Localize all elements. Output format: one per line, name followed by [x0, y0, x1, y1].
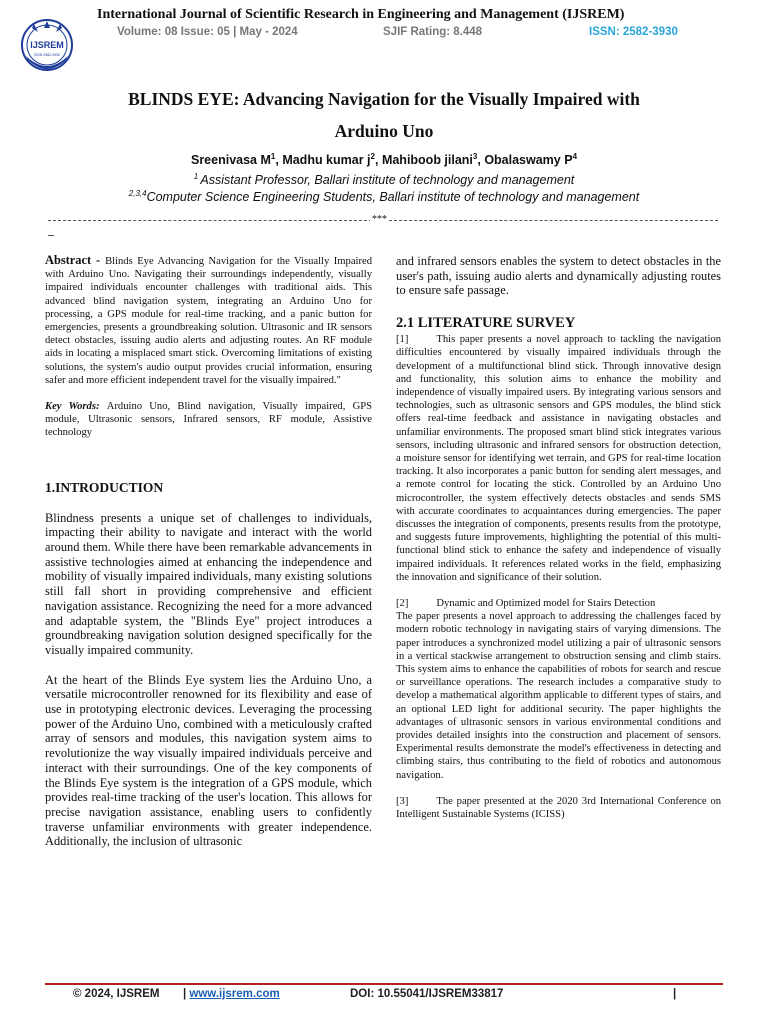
paper-title-line-1: BLINDS EYE: Advancing Navigation for the Visually Impaired with	[128, 89, 640, 109]
journal-title: International Journal of Scientific Research in Engineering and Management (IJSREM)	[97, 7, 625, 22]
abstract	[45, 254, 372, 387]
reference-2-number: [2]	[396, 597, 409, 609]
reference-3: [3] The paper presented at the 2020 3rd International Conference on Intelligent Sustainable Systems (ICISS)	[396, 795, 721, 821]
logo-text: IJSREM	[30, 40, 64, 50]
footer-page-pipe: |	[673, 988, 677, 1000]
keywords-text: Arduino Uno, Blind navigation, Visually impaired, GPS module, Ultrasonic sensors, Infrared sensors, RF module, Assistive technology	[45, 401, 372, 439]
abstract-label: Abstract -	[45, 254, 106, 267]
ijsrem-logo	[20, 18, 74, 78]
separator-stars: ***	[372, 214, 387, 225]
footer-website: | www.ijsrem.com	[183, 988, 280, 1000]
literature-survey-heading: 2.1 LITERATURE SURVEY	[396, 315, 576, 332]
author-list: Sreenivasa $M^1$, Madhu kumar $j^2$, Mahiboob jilani$^3$, Obalaswamy $P^4$	[190, 151, 578, 167]
keywords-label: Key Words:	[45, 401, 107, 413]
author-4: Obalaswamy P	[484, 153, 573, 167]
right-column	[396, 254, 721, 976]
footer-doi: DOI: 10.55041/IJSREM33817	[350, 988, 504, 1000]
author-2: Madhu kumar j	[282, 153, 371, 167]
separator-tail	[48, 235, 54, 236]
reference-1: [1] This paper presents a novel approach to tackling the navigation difficulties encountered by visually impaired individuals through the development of a multifunctional blind stick. Through innovative design and functionality, this solution aims to enhance the mobility and independence of visually impaired users. By integrating various sensors and technologies, such as ultrasonic sensors and GPS modules, the blind stick offers real-time feedback and assistance in navigating obstacles and unfamiliar environments. The proposed smart blind stick integrates various sensors, including ultrasonic and infrared sensors for obstruction detection, a moisture sensor for identifying wet terrain, and GPS for real-time location tracking. It also incorporates a panic button for sending alert messages, and a remote control for locating the stick. Controlled by an Arduino Uno microcontroller, the system effectively detects obstacles and sends SMS with accurate coordinates to acquaintances during emergencies. The paper discusses the integration of components, presents results from the prototype, and suggests future improvements, highlighting the potential of this multi-functional blind stick to enhance the safety and independence of visually impaired individuals. It references related works in the field, emphasizing the innovation and significance of their solution.	[396, 334, 721, 583]
intro-paragraph-1: Blindness presents a unique set of challenges to individuals, impacting their ability to navigate and interact with the world around them. While there have been remarkable advancements in assistive technologies aimed at enhancing the independence and mobility of visually impaired individuals, many existing solutions still fall short in providing comprehensive and efficient navigation assistance. Recognizing the need for a more advanced and adaptable system, the "Blinds Eye" project introduces a groundbreaking navigation solution designed specifically for the visually impaired community.	[45, 510, 372, 657]
reference-1-number: [1]	[396, 334, 409, 346]
reference-2: [2] Dynamic and Optimized model for Stairs Detection The paper presents a novel approach to addressing the challenges faced by modern robotic technology in navigating stairs of varying dimensions. The paper introduces a synchronized model utilizing a pair of ultrasonic sensors in a vertical stackwise arrangement to obstruction sensing and climb stairs. This system aims to enhance the capabilities of robots for search and rescue or surveillance operations. The research includes a comparative study to develop a mathematical algorithm applicable to different types of stairs, and an optional LED light for additional security. The paper highlights the advantages of ultrasonic sensors in various environmental conditions and provides detailed insights into the construction and placement of sensors. Experimental results demonstrate the model's effectiveness in detecting and climbing stairs, thus contributing to the field of robotics and autonomous navigation.	[396, 597, 721, 781]
intro-paragraph-2: At the heart of the Blinds Eye system lies the Arduino Uno, a versatile microcontroller renowned for its flexibility and ease of use in prototyping electronic devices. Leveraging the processing power of the Arduino Uno, combined with a meticulously crafted array of sensors and modules, this navigation system aims to revolutionize the way visually impaired individuals perceive and interact with their surroundings. One of the key components of the Blinds Eye system is the integration of a GPS module, which provides real-time tracking of the user's location. This allows for precise navigation assistance, enabling users to confidently traverse unfamiliar environments with greater independence. Additionally, the inclusion of ultrasonic	[45, 672, 372, 849]
keywords	[45, 400, 372, 440]
footer-rule	[45, 983, 723, 985]
footer-copyright: © 2024, IJSREM	[73, 988, 160, 1000]
affiliation-1: $^1$ Assistant Professor, Ballari institute of technology and management	[193, 171, 575, 187]
website-link[interactable]: www.ijsrem.com	[189, 988, 280, 1000]
author-3: Mahiboob jilani	[381, 153, 473, 167]
intro-continuation: and infrared sensors enables the system to detect obstacles in the user's path, issuing audio alerts and dynamically adjusting routes to ensure safe passage.	[396, 254, 721, 298]
volume-issue: Volume: 08 Issue: 05 | May - 2024	[117, 26, 298, 38]
paper-title-line-2: Arduino Uno	[334, 121, 434, 141]
left-column	[45, 254, 372, 976]
sjif-rating: SJIF Rating: 8.448	[383, 26, 483, 38]
reference-3-number: [3]	[396, 795, 409, 807]
reference-2-title: Dynamic and Optimized model for Stairs Detection	[436, 597, 656, 609]
abstract-text: Blinds Eye Advancing Navigation for the Visually Impaired with Arduino Uno. Navigating their surroundings independently, visually impaired individuals encounter challenges with traditional aids. This advanced blind navigation system, integrating an Arduino Uno for processing, a GPS module for real-time tracking, and a panic button for emergencies, presents a groundbreaking solution. Ultrasonic and IR sensors detect obstacles, issuing audio alerts and adjusting routes. An RF module aids in locating a misplaced smart stick. Overcoming limitations of existing solutions, the system's audio output provides crucial information, ensuring safer and more efficient independent travel for the visually impaired."	[45, 256, 372, 386]
intro-heading: 1.INTRODUCTION	[45, 479, 164, 495]
author-1: Sreenivasa M	[190, 153, 271, 167]
issn: ISSN: 2582-3930	[589, 26, 678, 38]
logo-subtext: ISSN 2582-3930	[34, 53, 60, 57]
affiliation-2: $^{2,3,4}$Computer Science Engineering Students, Ballari institute of technology and management	[128, 188, 640, 204]
page-header	[0, 0, 768, 85]
